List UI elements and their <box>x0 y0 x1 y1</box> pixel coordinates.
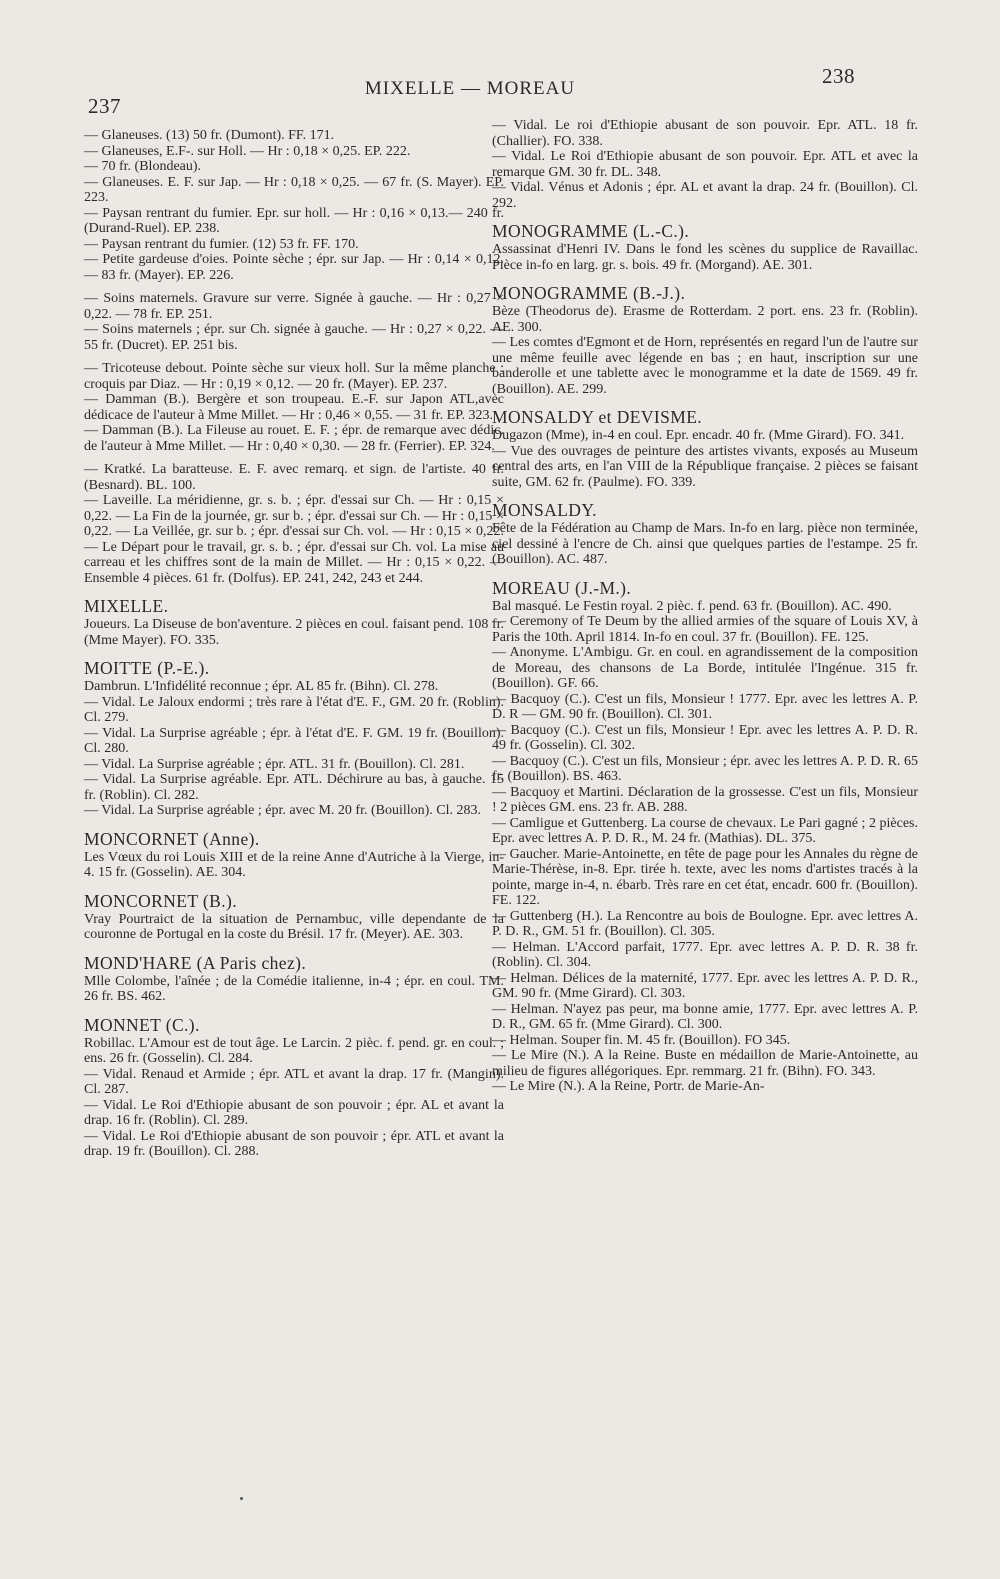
entry-dugazon: Dugazon (Mme), in-4 en coul. Epr. encadr. 40 fr. (Mme Girard). FO. 341. <box>492 428 905 443</box>
entry-moncornet-pernambuc: Vray Pourtraict de la situation de Pernambuc, ville dependante de la couronne de Portugal en la coste du Brésil. 17 fr. (Meyer). AE. 303. <box>84 911 504 942</box>
entry-helman-accord: — Helman. L'Accord parfait, 1777. Epr. avec lettres A. P. D. R. 38 fr. (Roblin). Cl. 304. <box>492 939 918 970</box>
entry-glaneuses-13: — Glaneuses. (13) 50 fr. (Dumont). FF. 171. <box>84 128 335 143</box>
page-number-left: 237 <box>88 94 121 118</box>
entry-tricoteuse: — Tricoteuse debout. Pointe sèche sur vieux holl. Sur la même planche : croquis par Diaz. — Hr : 0,19 × 0,12. — 20 fr. (Mayer). EP. 237. <box>84 361 504 392</box>
entry-helman-nayez: — Helman. N'ayez pas peur, ma bonne amie, 1777. Epr. avec lettres A. P. D. R., GM. 65 fr. (Mme Girard). Cl. 300. <box>492 1001 918 1032</box>
entry-gaucher: — Gaucher. Marie-Antoinette, en tête de page pour les Annales du règne de Marie-Thérèse, in-8. Epr. tirée h. texte, avec les noms d'artistes tracés à la pointe, marge in-4, n. ébarb. Très rare en cet état, encadr. 600 fr. (Bouillon). FE. 122. <box>492 846 918 908</box>
artist-heading-moitte: MOITTE (P.-E.). <box>84 658 210 678</box>
entry-mixelle-joueurs: Joueurs. La Diseuse de bon'aventure. 2 pièces en coul. faisant pend. 108 fr. (Mme Mayer). FO. 335. <box>84 617 504 648</box>
entry-moitte-surprise-280: — Vidal. La Surprise agréable ; épr. à l'état d'E. F. GM. 19 fr. (Bouillon). Cl. 280. <box>84 725 504 756</box>
entry-vidal-venus: — Vidal. Vénus et Adonis ; épr. AL et avant la drap. 24 fr. (Bouillon). Cl. 292. <box>492 180 918 211</box>
entry-monnet-renaud: — Vidal. Renaud et Armide ; épr. ATL et avant la drap. 17 fr. (Mangin). Cl. 287. <box>84 1066 504 1097</box>
entry-vue-ouvrages: — Vue des ouvrages de peinture des artistes vivants, exposés au Museum central des arts, en l'an VIII de la République française. 2 pièces se faisant suite, GM. 62 fr. (Paulme). FO. 339. <box>492 443 918 490</box>
entry-petite-gardeuse: — Petite gardeuse d'oies. Pointe sèche ; épr. sur Jap. — Hr : 0,14 × 0,12. — 83 fr. (Mayer). EP. 226. <box>84 252 504 283</box>
entry-camligue-guttenberg: — Camligue et Guttenberg. La course de chevaux. Le Pari gagné ; 2 pièces. Epr. avec lettres A. P. D. R., M. 24 fr. (Mathias). DL. 375. <box>492 815 918 846</box>
entry-bacquoy-463: — Bacquoy (C.). C'est un fils, Monsieur ; épr. avec les lettres A. P. D. R. 65 fr. (Bouillon). BS. 463. <box>492 753 918 784</box>
entry-beze-erasme: Bèze (Theodorus de). Erasme de Rotterdam. 2 port. ens. 23 fr. (Roblin). AE. 300. <box>492 304 918 335</box>
entry-paysan-holl: — Paysan rentrant du fumier. Epr. sur holl. — Hr : 0,16 × 0,13.— 240 fr. (Durand-Ruel). EP. 238. <box>84 205 504 236</box>
right-column <box>492 118 918 1095</box>
entry-damman-bergere: — Damman (B.). Bergère et son troupeau. E.-F. sur Japon ATL,avec dédicace de l'auteur à Mme Millet. — Hr : 0,46 × 0,55. — 31 fr. EP. 323. <box>84 392 504 423</box>
entry-ceremony-te-deum: — Ceremony of Te Deum by the allied armies of the square of Louis XV, à Paris the 10th. April 1814. In-fo en coul. 37 fr. (Bouillon). FE. 125. <box>492 614 918 645</box>
entry-monnet-ethiopie-289: — Vidal. Le Roi d'Ethiopie abusant de son pouvoir ; épr. AL et avant la drap. 16 fr. (Roblin). Cl. 289. <box>84 1097 504 1128</box>
entry-vidal-ethiopie-338: — Vidal. Le roi d'Ethiopie abusant de son pouvoir. Epr. ATL. 18 fr. (Challier). FO. 338. <box>492 118 918 149</box>
entry-soins-ch: — Soins maternels ; épr. sur Ch. signée à gauche. — Hr : 0,27 × 0,22. — 55 fr. (Ducret). EP. 251 bis. <box>84 322 504 353</box>
artist-heading-mondhare: MOND'HARE (A Paris chez). <box>84 952 307 973</box>
entry-anonyme-ambigu: — Anonyme. L'Ambigu. Gr. en coul. en agrandissement de la composition de Moreau, des chansons de La Borde, intitulée l'Ingénue. 315 fr. (Bouillon). GF. 66. <box>492 645 918 691</box>
entry-helman-delices: — Helman. Délices de la maternité, 1777. Epr. avec les lettres A. P. D. R., GM. 90 fr. (Mme Girard). Cl. 303. <box>492 970 918 1001</box>
entry-glaneuses-holl: — Glaneuses, E.F-. sur Holl. — Hr : 0,18 × 0,25. EP. 222. <box>84 143 411 159</box>
entry-assassinat-henri: Assassinat d'Henri IV. Dans le fond les scènes du supplice de Ravaillac. Pièce in-fo en larg. gr. s. bois. 49 fr. (Morgand). AE. 301. <box>492 242 918 273</box>
entry-moitte-dambrun: Dambrun. L'Infidélité reconnue ; épr. AL 85 fr. (Bihn). Cl. 278. <box>84 679 439 694</box>
artist-heading-moncornet-b: MONCORNET (B.). <box>84 890 237 911</box>
entry-bacquoy-301: — Bacquoy (C.). C'est un fils, Monsieur ! 1777. Epr. avec les lettres A. P. D. R — GM. 90 fr. (Bouillon). Cl. 301. <box>492 691 918 722</box>
entry-vidal-ethiopie-348: — Vidal. Le Roi d'Ethiopie abusant de son pouvoir. Epr. ATL et avec la remarque GM. 30 fr. DL. 348. <box>492 149 918 180</box>
artist-heading-monnet: MONNET (C.). <box>84 1014 200 1035</box>
entry-bacquoy-302: — Bacquoy (C.). C'est un fils, Monsieur ! Epr. avec les lettres A. P. D. R. 49 fr. (Gosselin). Cl. 302. <box>492 722 918 753</box>
entry-laveille: — Laveille. La méridienne, gr. s. b. ; épr. d'essai sur Ch. — Hr : 0,15 × 0,22. — La Fin de la journée, gr. sur b. ; épr. d'essai sur Ch. — Hr : 0,15 × 0,22. — La Veillée, gr. sur b. ; épr. d'essai sur Ch. vol. — Hr : 0,15 × 0,22. — Le Départ pour le travail, gr. s. b. ; épr. d'essai sur Ch. vol. La mise au carreau et les chiffres sont de la main de Millet. — Hr : 0,15 × 0,22. — Ensemble 4 pièces. 61 fr. (Dolfus). EP. 241, 242, 243 et 244. <box>84 493 504 586</box>
entry-fete-federation: Fête de la Fédération au Champ de Mars. In-fo en larg. pièce non terminée, ciel dessiné à l'encre de Ch. ainsi que quelques parties de l'estampe. 25 fr. (Bouillon). AC. 487. <box>492 521 918 567</box>
artist-heading-moreau: MOREAU (J.-M.). <box>492 577 632 598</box>
entry-lemire-portrait: — Le Mire (N.). A la Reine, Portr. de Marie-An- <box>492 1079 765 1094</box>
entry-monnet-robillac: Robillac. L'Amour est de tout âge. Le Larcin. 2 pièc. f. pend. gr. en coul. ; ens. 26 fr. (Gosselin). Cl. 284. <box>84 1035 504 1066</box>
page-number-right: 238 <box>822 64 855 88</box>
entry-guttenberg-rencontre: — Guttenberg (H.). La Rencontre au bois de Boulogne. Epr. avec lettres A. P. D. R., GM. 51 fr. (Bouillon). Cl. 305. <box>492 908 918 939</box>
entry-bacquoy-martini: — Bacquoy et Martini. Déclaration de la grossesse. C'est un fils, Monsieur ! 2 pièces GM. ens. 23 fr. AB. 288. <box>492 784 918 815</box>
left-column <box>84 128 504 1160</box>
artist-heading-mixelle: MIXELLE. <box>84 596 169 616</box>
entry-moitte-surprise-281: — Vidal. La Surprise agréable ; épr. ATL. 31 fr. (Bouillon). Cl. 281. <box>84 756 465 772</box>
artist-heading-monogramme-bj: MONOGRAMME (B.-J.). <box>492 283 686 303</box>
entry-moitte-surprise-282: — Vidal. La Surprise agréable. Epr. ATL. Déchirure au bas, à gauche. 15 fr. (Roblin). Cl. 282. <box>84 772 504 803</box>
entry-moncornet-voeux: Les Vœux du roi Louis XIII et de la reine Anne d'Autriche à la Vierge, in-4. 15 fr. (Gosselin). AE. 304. <box>84 849 504 880</box>
entry-kratke: — Kratké. La baratteuse. E. F. avec remarq. et sign. de l'artiste. 40 fr. (Besnard). BL. 100. <box>84 462 504 493</box>
entry-damman-fileuse: — Damman (B.). La Fileuse au rouet. E. F. ; épr. de remarque avec dédic. de l'auteur à Mme Millet. — Hr : 0,40 × 0,30. — 28 fr. (Ferrier). EP. 324. <box>84 423 504 454</box>
stray-dot <box>240 1497 243 1500</box>
entry-moitte-surprise-283: — Vidal. La Surprise agréable ; épr. avec M. 20 fr. (Bouillon). Cl. 283. <box>84 803 482 818</box>
entry-70fr: — 70 fr. (Blondeau). <box>84 159 202 174</box>
entry-egmont-horn: — Les comtes d'Egmont et de Horn, représentés en regard l'un de l'autre sur une même feuille avec légende en bas ; en haut, inscription sur une banderolle et une tablette avec le monogramme et la date de 1569. 49 fr. (Bouillon). AE. 299. <box>492 335 918 397</box>
entry-mondhare-colombe: Mlle Colombe, l'aînée ; de la Comédie italienne, in-4 ; épr. en coul. TM. 26 fr. BS. 462. <box>84 973 504 1004</box>
running-head: MIXELLE — MOREAU <box>364 78 576 99</box>
entry-helman-souper: — Helman. Souper fin. M. 45 fr. (Bouillon). FO 345. <box>492 1032 791 1048</box>
entry-soins-verre: — Soins maternels. Gravure sur verre. Signée à gauche. — Hr : 0,27 × 0,22. — 78 fr. EP. 251. <box>84 291 504 322</box>
artist-heading-monogramme-lc: MONOGRAMME (L.-C.). <box>492 221 690 241</box>
entry-lemire-reine: — Le Mire (N.). A la Reine. Buste en médaillon de Marie-Antoinette, au milieu de figures allégoriques. Epr. remmarg. 21 fr. (Bihn). FO. 343. <box>492 1048 918 1079</box>
entry-paysan-12: — Paysan rentrant du fumier. (12) 53 fr. FF. 170. <box>84 236 359 252</box>
artist-heading-monsaldy: MONSALDY. <box>492 500 597 520</box>
artist-heading-moncornet-anne: MONCORNET (Anne). <box>84 828 260 849</box>
entry-bal-masque: Bal masqué. Le Festin royal. 2 pièc. f. pend. 63 fr. (Bouillon). AC. 490. <box>492 598 892 614</box>
entry-moitte-jaloux: — Vidal. Le Jaloux endormi ; très rare à l'état d'E. F., GM. 20 fr. (Roblin). Cl. 279. <box>84 694 504 725</box>
entry-monnet-ethiopie-288: — Vidal. Le Roi d'Ethiopie abusant de son pouvoir ; épr. ATL et avant la drap. 19 fr. (Bouillon). Cl. 288. <box>84 1128 504 1159</box>
entry-glaneuses-jap: — Glaneuses. E. F. sur Jap. — Hr : 0,18 × 0,25. — 67 fr. (S. Mayer). EP. 223. <box>84 174 504 205</box>
artist-heading-monsaldy-devisme: MONSALDY et DEVISME. <box>492 407 703 427</box>
